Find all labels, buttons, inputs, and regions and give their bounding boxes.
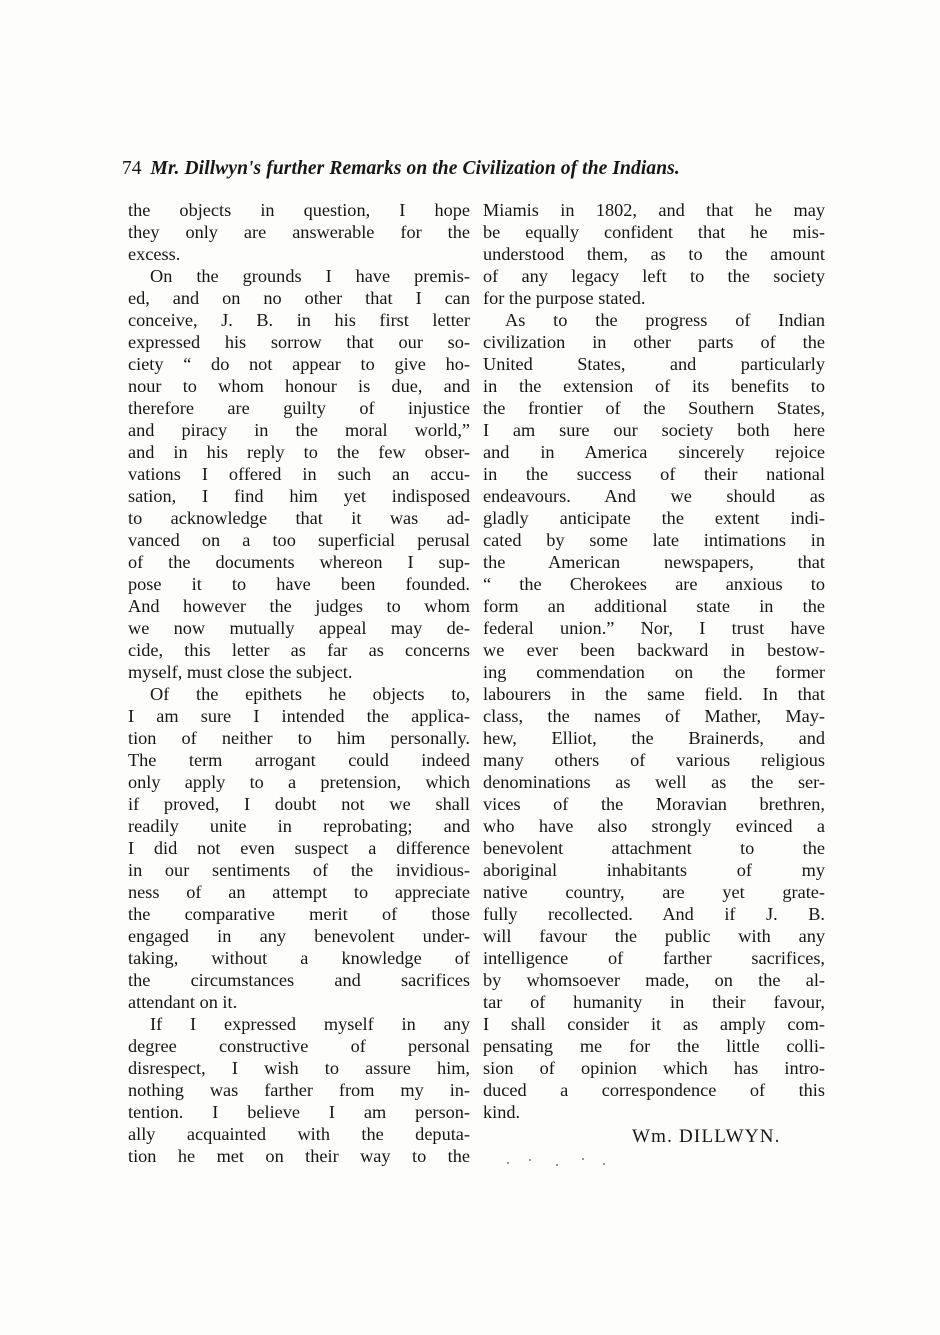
text-line: ciety “ do not appear to give ho- (128, 354, 470, 374)
text-line: benevolent attachment to the (483, 838, 825, 858)
text-line: class, the names of Mather, May- (483, 706, 825, 726)
text-line: excess. (128, 244, 181, 264)
text-line: disrespect, I wish to assure him, (128, 1058, 470, 1078)
text-line: “ the Cherokees are anxious to (483, 574, 825, 594)
text-line: ed, and on no other that I can (128, 288, 470, 308)
text-line: if proved, I doubt not we shall (128, 794, 470, 814)
text-line: degree constructive of personal (128, 1036, 470, 1056)
text-line: therefore are guilty of injustice (128, 398, 470, 418)
running-head (122, 158, 828, 188)
text-line: As to the progress of Indian (505, 310, 825, 330)
text-line: ing commendation on the former (483, 662, 825, 682)
text-line: vanced on a too superficial perusal (128, 530, 470, 550)
text-line: in our sentiments of the invidious- (128, 860, 470, 880)
text-line: Miamis in 1802, and that he may (483, 200, 825, 220)
print-specks (505, 1156, 625, 1168)
text-line: many others of various religious (483, 750, 825, 770)
text-line: and in his reply to the few obser- (128, 442, 470, 462)
text-line: The term arrogant could indeed (128, 750, 470, 770)
text-line: cated by some late intimations in (483, 530, 825, 550)
text-line: pose it to have been founded. (128, 574, 470, 594)
text-line: they only are answerable for the (128, 222, 470, 242)
text-line: readily unite in reprobating; and (128, 816, 470, 836)
text-line: sion of opinion which has intro- (483, 1058, 825, 1078)
text-line: ally acquainted with the deputa- (128, 1124, 470, 1144)
text-line: tention. I believe I am person- (128, 1102, 470, 1122)
signature: Wm. DILLWYN. (632, 1126, 781, 1147)
text-line: nour to whom honour is due, and (128, 376, 470, 396)
text-line: vations I offered in such an accu- (128, 464, 470, 484)
text-line: nothing was farther from my in- (128, 1080, 470, 1100)
text-line: tion he met on their way to the (128, 1146, 470, 1166)
text-line: engaged in any benevolent under- (128, 926, 470, 946)
text-line: of any legacy left to the society (483, 266, 825, 286)
text-line: taking, without a knowledge of (128, 948, 470, 968)
text-line: and piracy in the moral world,” (128, 420, 470, 440)
running-title: Mr. Dillwyn's further Remarks on the Civilization of the Indians. (150, 158, 680, 179)
text-line: denominations as well as the ser- (483, 772, 825, 792)
text-line: we now mutually appeal may de- (128, 618, 470, 638)
text-line: fully recollected. And if J. B. (483, 904, 825, 924)
text-line: ness of an attempt to appreciate (128, 882, 470, 902)
text-line: native country, are yet grate- (483, 882, 825, 902)
text-line: If I expressed myself in any (150, 1014, 470, 1034)
text-line: federal union.” Nor, I trust have (483, 618, 825, 638)
text-line: endeavours. And we should as (483, 486, 825, 506)
text-line: attendant on it. (128, 992, 238, 1012)
text-line: for the purpose stated. (483, 288, 646, 308)
text-line: form an additional state in the (483, 596, 825, 616)
text-line: the frontier of the Southern States, (483, 398, 825, 418)
text-line: On the grounds I have premis- (150, 266, 470, 286)
text-line: to acknowledge that it was ad- (128, 508, 470, 528)
text-line: civilization in other parts of the (483, 332, 825, 352)
text-line: will favour the public with any (483, 926, 825, 946)
right-text-column (483, 199, 825, 1123)
text-line: expressed his sorrow that our so- (128, 332, 470, 352)
left-text-column (128, 199, 470, 1167)
text-line: we ever been backward in bestow- (483, 640, 825, 660)
text-line: pensating me for the little colli- (483, 1036, 825, 1056)
text-line: sation, I find him yet indisposed (128, 486, 470, 506)
text-line: I shall consider it as amply com- (483, 1014, 825, 1034)
text-line: the circumstances and sacrifices (128, 970, 470, 990)
text-line: understood them, as to the amount (483, 244, 825, 264)
text-line: by whomsoever made, on the al- (483, 970, 825, 990)
text-line: I did not even suspect a difference (128, 838, 470, 858)
text-line: labourers in the same field. In that (483, 684, 825, 704)
text-line: intelligence of farther sacrifices, (483, 948, 825, 968)
text-line: vices of the Moravian brethren, (483, 794, 825, 814)
text-line: in the extension of its benefits to (483, 376, 825, 396)
text-line: aboriginal inhabitants of my (483, 860, 825, 880)
text-line: And however the judges to whom (128, 596, 470, 616)
text-line: the comparative merit of those (128, 904, 470, 924)
text-line: conceive, J. B. in his first letter (128, 310, 470, 330)
text-line: Of the epithets he objects to, (150, 684, 470, 704)
text-line: duced a correspondence of this (483, 1080, 825, 1100)
text-line: be equally confident that he mis- (483, 222, 825, 242)
text-line: myself, must close the subject. (128, 662, 353, 682)
text-line: I am sure I intended the applica- (128, 706, 470, 726)
text-line: the objects in question, I hope (128, 200, 470, 220)
text-line: tion of neither to him personally. (128, 728, 470, 748)
text-line: in the success of their national (483, 464, 825, 484)
text-line: and in America sincerely rejoice (483, 442, 825, 462)
text-line: I am sure our society both here (483, 420, 825, 440)
text-line: kind. (483, 1102, 521, 1122)
text-line: United States, and particularly (483, 354, 825, 374)
text-line: of the documents whereon I sup- (128, 552, 470, 572)
page-number: 74 (122, 158, 142, 179)
text-line: tar of humanity in their favour, (483, 992, 825, 1012)
text-line: cide, this letter as far as concerns (128, 640, 470, 660)
text-line: only apply to a pretension, which (128, 772, 470, 792)
text-line: the American newspapers, that (483, 552, 825, 572)
text-line: gladly anticipate the extent indi- (483, 508, 825, 528)
text-line: hew, Elliot, the Brainerds, and (483, 728, 825, 748)
text-line: who have also strongly evinced a (483, 816, 825, 836)
